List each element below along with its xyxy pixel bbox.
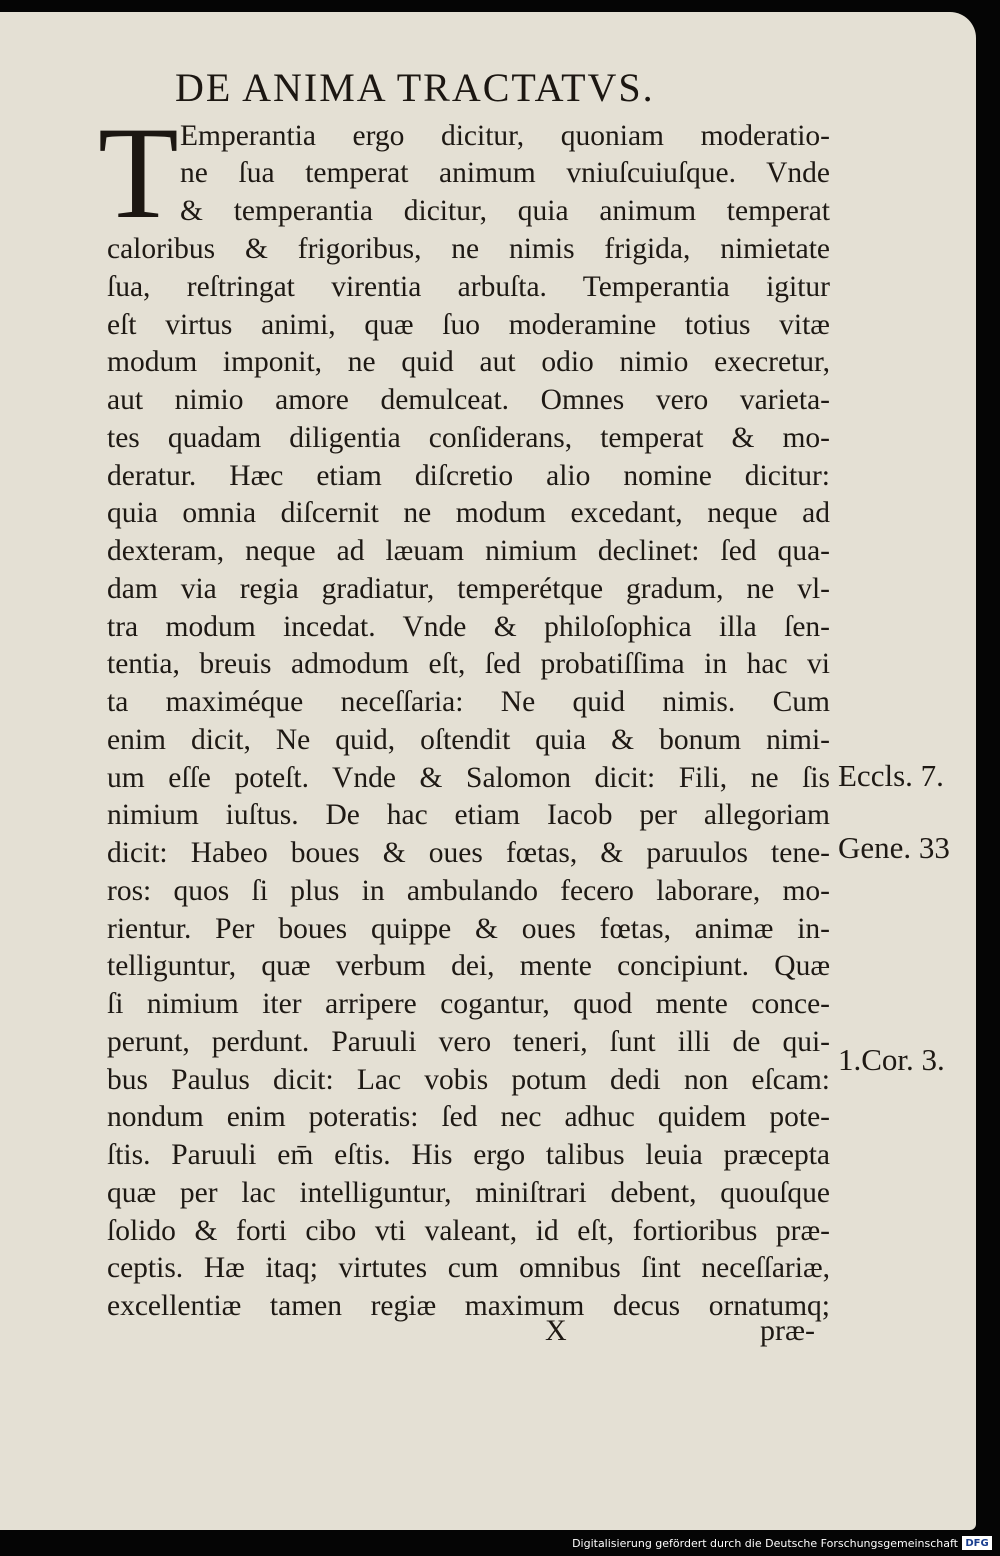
- margin-note: 1.Cor. 3.: [838, 1042, 945, 1077]
- book-page: [0, 12, 976, 1530]
- funding-footer: [572, 1536, 992, 1550]
- text-line: ſi nimium iter arripere cogantur, quod mente conce-: [107, 988, 830, 1020]
- text-line: ne ſua temperat animum vniuſcuiuſque. Vnde: [180, 157, 830, 189]
- text-line: dexteram, neque ad læuam nimium declinet: ſed qua-: [107, 535, 830, 567]
- text-line: perunt, perdunt. Paruuli vero teneri, ſunt illi de qui-: [107, 1026, 830, 1058]
- page-header: DE ANIMA TRACTATVS.: [175, 65, 655, 110]
- text-line: telliguntur, quæ verbum dei, mente concipiunt. Quæ: [107, 950, 830, 982]
- dfg-logo: DFG: [962, 1536, 992, 1550]
- text-line: rientur. Per boues quippe & oues fœtas, animæ in-: [107, 913, 830, 945]
- text-line: bus Paulus dicit: Lac vobis potum dedi non eſcam:: [107, 1064, 830, 1096]
- text-line: ceptis. Hæ itaq; virtutes cum omnibus ſint neceſſariæ,: [107, 1252, 830, 1284]
- signature-mark: X: [545, 1314, 567, 1347]
- text-line: dicit: Habeo boues & oues fœtas, & paruulos tene-: [107, 837, 830, 869]
- text-line: ſtis. Paruuli em̄ eſtis. His ergo talibus leuia præcepta: [107, 1139, 830, 1171]
- text-line: ros: quos ſi plus in ambulando fecero laborare, mo-: [107, 875, 830, 907]
- text-line: caloribus & frigoribus, ne nimis frigida, nimietate: [107, 233, 830, 265]
- text-line: ta maximéque neceſſaria: Ne quid nimis. Cum: [107, 686, 830, 718]
- text-line: deratur. Hæc etiam diſcretio alio nomine dicitur:: [107, 460, 830, 492]
- text-line: dam via regia gradiatur, temperétque gradum, ne vl-: [107, 573, 830, 605]
- text-line: quæ per lac intelliguntur, miniſtrari debent, quouſque: [107, 1177, 830, 1209]
- footer-text: Digitalisierung gefördert durch die Deutsche Forschungsgemeinschaft: [572, 1536, 958, 1550]
- margin-note: Eccls. 7.: [838, 758, 944, 793]
- text-line: tes quadam diligentia conſiderans, temperat & mo-: [107, 422, 830, 454]
- text-line: ſolido & forti cibo vti valeant, id eſt, fortioribus præ-: [107, 1215, 830, 1247]
- text-line: enim dicit, Ne quid, oſtendit quia & bonum nimi-: [107, 724, 830, 756]
- margin-note: Gene. 33: [838, 830, 950, 865]
- catchword: præ-: [760, 1314, 815, 1347]
- text-line: eſt virtus animi, quæ ſuo moderamine totius vitæ: [107, 309, 830, 341]
- text-line: excellentiæ tamen regiæ maximum decus ornatumq;: [107, 1290, 830, 1322]
- text-line: nimium iuſtus. De hac etiam Iacob per allegoriam: [107, 799, 830, 831]
- text-line: & temperantia dicitur, quia animum temperat: [180, 195, 830, 227]
- text-line: ſua, reſtringat virentia arbuſta. Temperantia igitur: [107, 271, 830, 303]
- drop-capital: T: [98, 99, 179, 246]
- text-line: Emperantia ergo dicitur, quoniam moderatio-: [180, 120, 830, 152]
- text-line: quia omnia diſcernit ne modum excedant, neque ad: [107, 497, 830, 529]
- text-line: nondum enim poteratis: ſed nec adhuc quidem pote-: [107, 1101, 830, 1133]
- text-line: um eſſe poteſt. Vnde & Salomon dicit: Fili, ne ſis: [107, 762, 830, 794]
- text-line: tra modum incedat. Vnde & philoſophica illa ſen-: [107, 611, 830, 643]
- text-line: modum imponit, ne quid aut odio nimio execretur,: [107, 346, 830, 378]
- text-line: aut nimio amore demulceat. Omnes vero varieta-: [107, 384, 830, 416]
- text-line: tentia, breuis admodum eſt, ſed probatiſſima in hac vi: [107, 648, 830, 680]
